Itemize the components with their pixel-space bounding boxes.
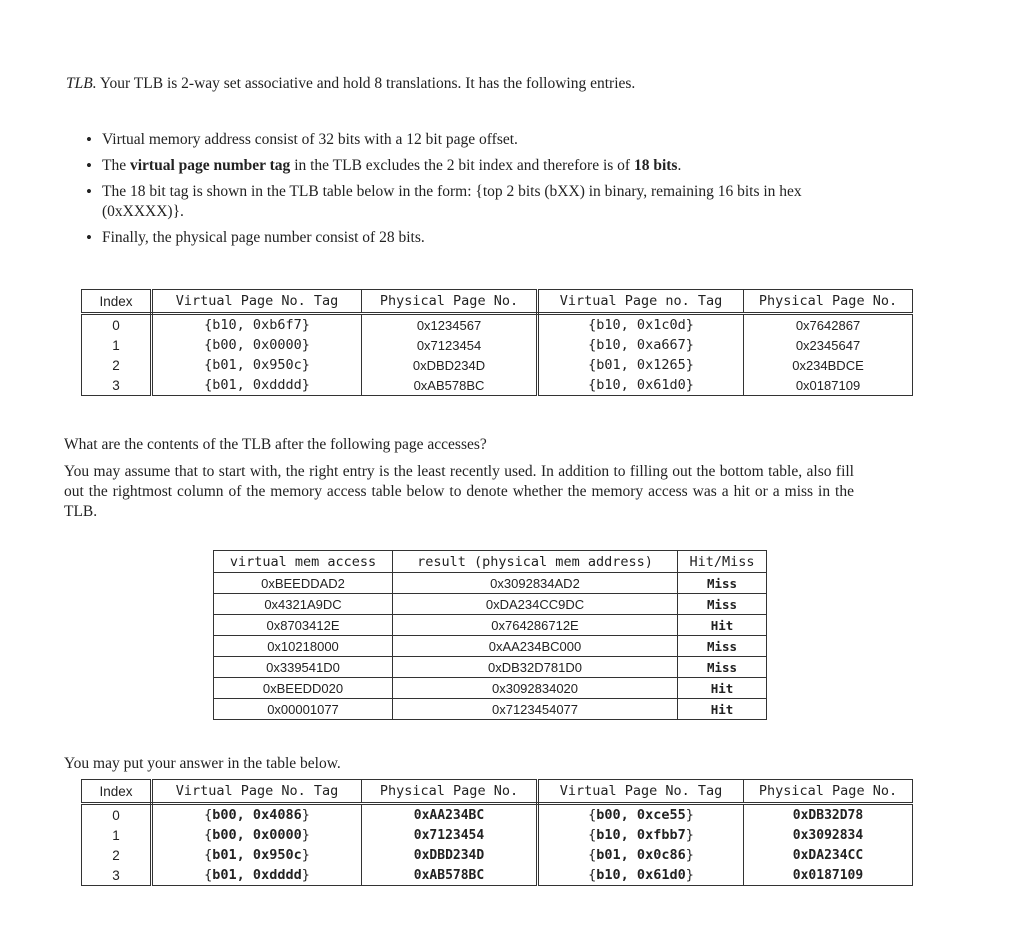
index-cell: 1 (82, 335, 152, 355)
index-cell: 0 (82, 314, 152, 336)
vpn-tag-way0-cell: {b10, 0xb6f7} (152, 314, 362, 336)
vpn-tag-way0-cell: {b00, 0x0000} (152, 825, 362, 845)
memory-access-table (213, 550, 767, 720)
bullet-text: The (102, 157, 130, 174)
ppn-way1-cell: 0x0187109 (744, 865, 913, 886)
tlb-row (82, 375, 913, 396)
ppn-way0-cell: 0x1234567 (362, 314, 538, 336)
header-vpn-tag-way0: Virtual Page No. Tag (152, 780, 362, 804)
intro-title: TLB. (66, 75, 97, 92)
hit-miss-cell: Hit (678, 699, 767, 720)
vpn-tag-way1-cell: {b10, 0x1c0d} (538, 314, 744, 336)
memory-access-row (214, 594, 767, 615)
ppn-way1-cell: 0xDB32D78 (744, 804, 913, 826)
tag-value: b00, 0x4086 (212, 807, 302, 823)
tag-value: b10, 0x1c0d (596, 317, 686, 333)
physical-address-cell: 0x764286712E (393, 615, 678, 636)
ppn-way1-cell: 0xDA234CC (744, 845, 913, 865)
bullet-text: Virtual memory address consist of 32 bits with a 12 bit page offset. (102, 131, 518, 148)
vpn-tag-way1-cell: {b10, 0xa667} (538, 335, 744, 355)
header-virtual-access: virtual mem access (214, 551, 393, 573)
virtual-address-cell: 0xBEEDD020 (214, 678, 393, 699)
vpn-tag-way1-cell: {b01, 0x1265} (538, 355, 744, 375)
ppn-way0-cell: 0xAB578BC (362, 865, 538, 886)
tag-value: b00, 0x0000 (212, 827, 302, 843)
ppn-way1-cell: 0x234BDCE (744, 355, 913, 375)
memory-access-row (214, 657, 767, 678)
answer-label: You may put your answer in the table below. (64, 755, 341, 772)
virtual-address-cell: 0x00001077 (214, 699, 393, 720)
index-cell: 1 (82, 825, 152, 845)
tag-value: b10, 0xa667 (596, 337, 686, 353)
vpn-tag-way0-cell: {b00, 0x4086} (152, 804, 362, 826)
intro-paragraph (66, 75, 635, 93)
ppn-way1-cell: 0x3092834 (744, 825, 913, 845)
index-cell: 2 (82, 355, 152, 375)
header-ppn-way1: Physical Page No. (744, 780, 913, 804)
tlb-answer-table (81, 779, 913, 886)
tlb-row (82, 804, 913, 826)
physical-address-cell: 0x3092834AD2 (393, 573, 678, 594)
tag-value: b10, 0xfbb7 (596, 827, 686, 843)
bullet-item (78, 228, 868, 248)
memory-access-row (214, 678, 767, 699)
header-index: Index (82, 780, 152, 804)
tag-value: b01, 0x1265 (596, 357, 686, 373)
ppn-way0-cell: 0x7123454 (362, 335, 538, 355)
virtual-address-cell: 0x339541D0 (214, 657, 393, 678)
index-cell: 3 (82, 865, 152, 886)
bold-text: virtual page number tag (129, 157, 291, 174)
physical-address-cell: 0xDB32D781D0 (393, 657, 678, 678)
header-vpn-tag-way1: Virtual Page no. Tag (538, 290, 744, 314)
header-vpn-tag-way1: Virtual Page No. Tag (538, 780, 744, 804)
vpn-tag-way0-cell: {b01, 0xdddd} (152, 375, 362, 396)
vpn-tag-way0-cell: {b00, 0x0000} (152, 335, 362, 355)
memory-access-row (214, 636, 767, 657)
ppn-way1-cell: 0x7642867 (744, 314, 913, 336)
tlb-initial-table (81, 289, 913, 396)
tag-value: b10, 0x61d0 (596, 867, 686, 883)
hit-miss-cell: Miss (678, 594, 767, 615)
tlb-initial-header-row (82, 290, 913, 314)
physical-address-cell: 0xDA234CC9DC (393, 594, 678, 615)
tag-value: b10, 0x61d0 (596, 377, 686, 393)
header-ppn-way1: Physical Page No. (744, 290, 913, 314)
memory-access-header-row (214, 551, 767, 573)
memory-access-row (214, 699, 767, 720)
vpn-tag-way1-cell: {b10, 0xfbb7} (538, 825, 744, 845)
bullet-text: The 18 bit tag is shown in the TLB table below in the form: {top 2 bits (bXX) in binary, remaining 16 bits in hex (0xXXXX)}. (102, 183, 802, 220)
tlb-row (82, 335, 913, 355)
tlb-row (82, 355, 913, 375)
bullet-text: Finally, the physical page number consist of 28 bits. (102, 229, 425, 246)
ppn-way0-cell: 0x7123454 (362, 825, 538, 845)
memory-access-row (214, 615, 767, 636)
tag-value: b10, 0xb6f7 (212, 317, 302, 333)
header-index: Index (82, 290, 152, 314)
tag-value: b01, 0x950c (212, 847, 302, 863)
tag-value: b01, 0x950c (212, 357, 302, 373)
vpn-tag-way1-cell: {b10, 0x61d0} (538, 375, 744, 396)
bullet-list (78, 130, 868, 254)
vpn-tag-way1-cell: {b01, 0x0c86} (538, 845, 744, 865)
hit-miss-cell: Hit (678, 615, 767, 636)
bullet-item (78, 130, 868, 150)
hit-miss-cell: Miss (678, 573, 767, 594)
intro-text: Your TLB is 2-way set associative and hold 8 translations. It has the following entries. (96, 75, 636, 92)
ppn-way0-cell: 0xDBD234D (362, 355, 538, 375)
hit-miss-cell: Hit (678, 678, 767, 699)
header-ppn-way0: Physical Page No. (362, 290, 538, 314)
virtual-address-cell: 0x8703412E (214, 615, 393, 636)
question-text: What are the contents of the TLB after the following page accesses? (64, 436, 487, 453)
tlb-row (82, 314, 913, 336)
tlb-row (82, 865, 913, 886)
tlb-row (82, 825, 913, 845)
vpn-tag-way0-cell: {b01, 0x950c} (152, 845, 362, 865)
bullet-text: in the TLB excludes the 2 bit index and therefore is of (290, 157, 634, 174)
tlb-row (82, 845, 913, 865)
ppn-way1-cell: 0x2345647 (744, 335, 913, 355)
header-physical-result: result (physical mem address) (393, 551, 678, 573)
tlb-answer-header-row (82, 780, 913, 804)
vpn-tag-way1-cell: {b10, 0x61d0} (538, 865, 744, 886)
bullet-item (78, 156, 868, 176)
ppn-way0-cell: 0xAB578BC (362, 375, 538, 396)
virtual-address-cell: 0x10218000 (214, 636, 393, 657)
ppn-way0-cell: 0xAA234BC (362, 804, 538, 826)
index-cell: 0 (82, 804, 152, 826)
instructions-text: You may assume that to start with, the right entry is the least recently used. In addition to filling out the bottom table, also fill out the rightmost column of the memory access table below to denote whether the memory access was a hit or a miss in the TLB. (64, 463, 854, 520)
index-cell: 3 (82, 375, 152, 396)
memory-access-row (214, 573, 767, 594)
virtual-address-cell: 0x4321A9DC (214, 594, 393, 615)
virtual-address-cell: 0xBEEDDAD2 (214, 573, 393, 594)
tag-value: b00, 0xce55 (596, 807, 686, 823)
tag-value: b01, 0x0c86 (596, 847, 686, 863)
physical-address-cell: 0xAA234BC000 (393, 636, 678, 657)
vpn-tag-way0-cell: {b01, 0xdddd} (152, 865, 362, 886)
physical-address-cell: 0x7123454077 (393, 699, 678, 720)
hit-miss-cell: Miss (678, 636, 767, 657)
tag-value: b00, 0x0000 (212, 337, 302, 353)
ppn-way1-cell: 0x0187109 (744, 375, 913, 396)
ppn-way0-cell: 0xDBD234D (362, 845, 538, 865)
index-cell: 2 (82, 845, 152, 865)
tag-value: b01, 0xdddd (212, 867, 302, 883)
vpn-tag-way0-cell: {b01, 0x950c} (152, 355, 362, 375)
hit-miss-cell: Miss (678, 657, 767, 678)
header-hit-miss: Hit/Miss (678, 551, 767, 573)
physical-address-cell: 0x3092834020 (393, 678, 678, 699)
bullet-text: . (677, 157, 682, 174)
bullet-item (78, 182, 868, 222)
tag-value: b01, 0xdddd (212, 377, 302, 393)
header-ppn-way0: Physical Page No. (362, 780, 538, 804)
bold-text: 18 bits (633, 157, 678, 174)
header-vpn-tag-way0: Virtual Page No. Tag (152, 290, 362, 314)
vpn-tag-way1-cell: {b00, 0xce55} (538, 804, 744, 826)
